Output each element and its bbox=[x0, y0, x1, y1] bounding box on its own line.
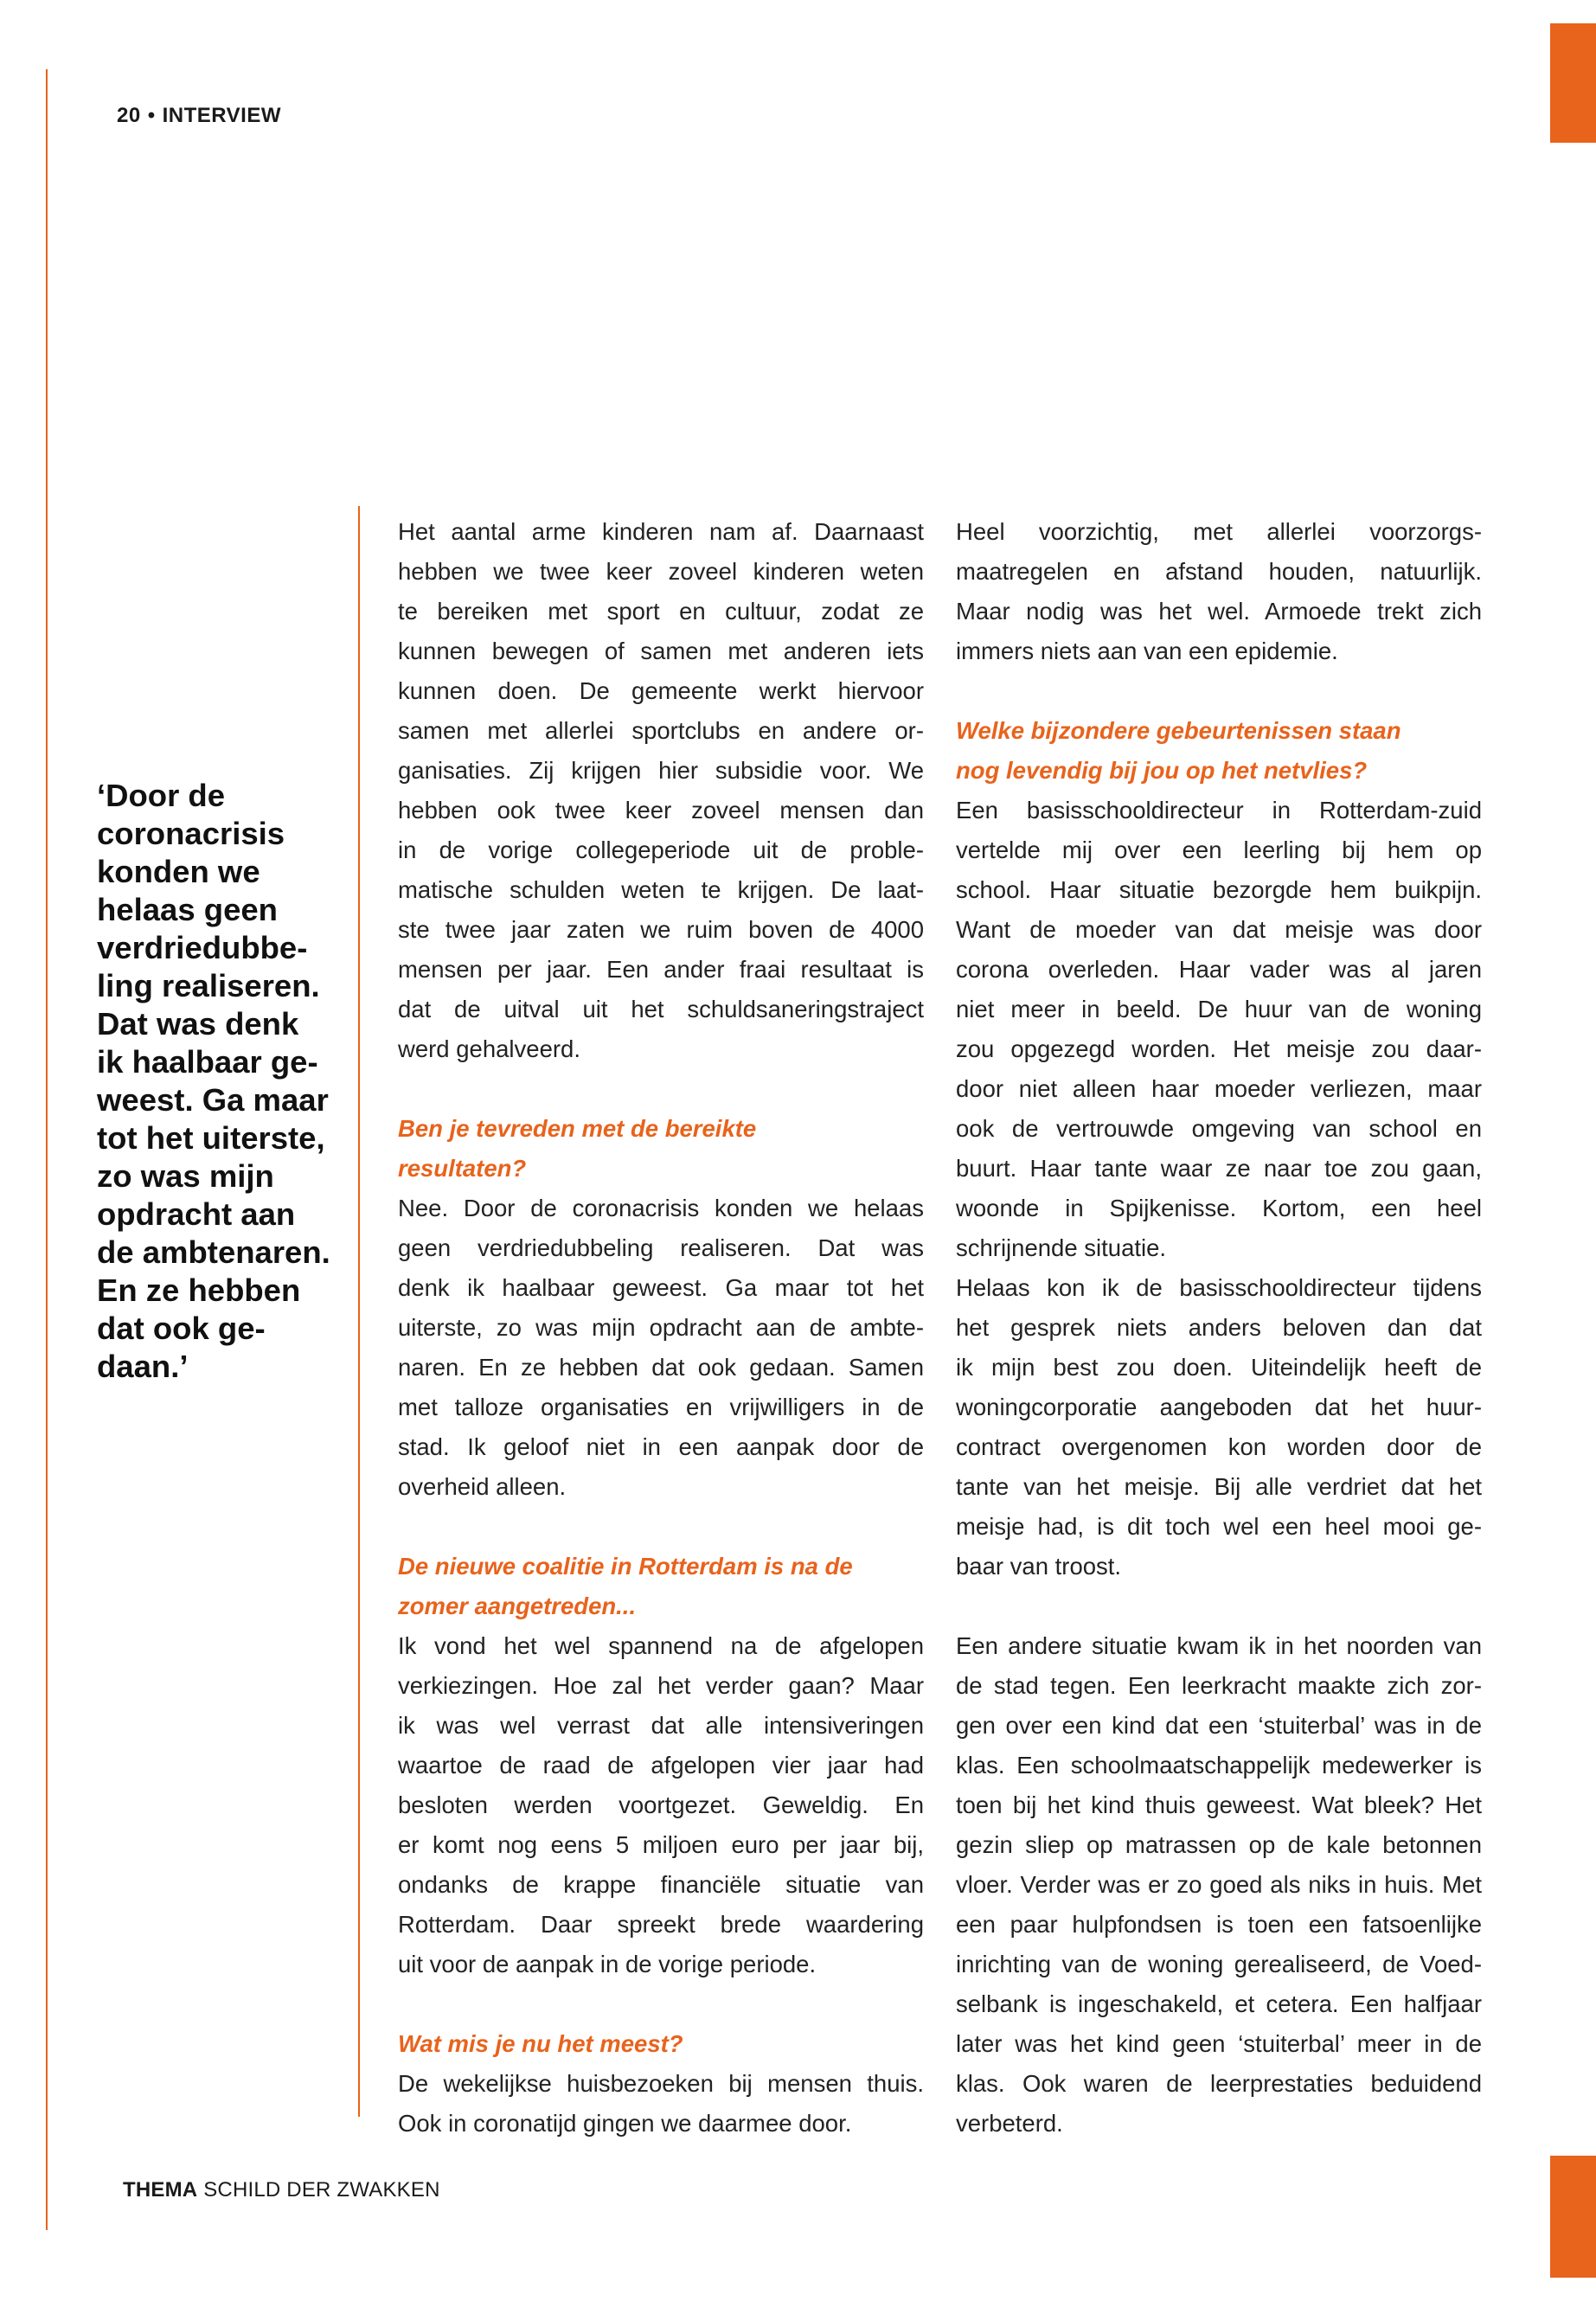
body-text-line: Helaas kon ik de basisschooldirecteur tijdens bbox=[956, 1274, 1482, 1301]
body-text-line: Ook in coronatijd gingen we daarmee door. bbox=[398, 2110, 852, 2137]
interview-question-line: nog levendig bij jou op het netvlies? bbox=[956, 757, 1368, 784]
body-text-line: tante van het meisje. Bij alle verdriet dat het bbox=[956, 1473, 1482, 1500]
body-text-line: geen verdriedubbeling realiseren. Dat was bbox=[398, 1234, 924, 1261]
body-text-line: Een andere situatie kwam ik in het noorden van bbox=[956, 1632, 1482, 1659]
orange-edge-tab-bottom bbox=[1550, 2156, 1596, 2278]
body-text-line: mensen per jaar. Een ander fraai resultaat is bbox=[398, 956, 924, 983]
paragraph-gap bbox=[956, 671, 1482, 711]
body-text-line: kunnen doen. De gemeente werkt hiervoor bbox=[398, 677, 924, 704]
pull-quote-line: coronacrisis bbox=[97, 816, 285, 851]
interview-question-line: Wat mis je nu het meest? bbox=[398, 2030, 683, 2057]
body-text-line: Want de moeder van dat meisje was door bbox=[956, 916, 1482, 943]
body-text-line: Heel voorzichtig, met allerlei voorzorgs- bbox=[956, 518, 1482, 545]
body-text-line: er komt nog eens 5 miljoen euro per jaar bij, bbox=[398, 1831, 924, 1858]
body-text-line: klas. Een schoolmaatschappelijk medewerker is bbox=[956, 1752, 1482, 1779]
body-text-line: met talloze organisaties en vrijwilligers in de bbox=[398, 1394, 924, 1420]
body-text-line: samen met allerlei sportclubs en andere or- bbox=[398, 717, 924, 744]
body-text-line: ook de vertrouwde omgeving van school en bbox=[956, 1115, 1482, 1142]
body-text-line: verkiezingen. Hoe zal het verder gaan? Maar bbox=[398, 1672, 924, 1699]
body-text-line: gezin sliep op matrassen op de kale betonnen bbox=[956, 1831, 1482, 1858]
article-column-left bbox=[398, 512, 924, 2144]
body-text-line: het gesprek niets anders beloven dan dat bbox=[956, 1314, 1482, 1341]
article-column-right bbox=[956, 512, 1482, 2144]
body-text-line: de stad tegen. Een leerkracht maakte zich zor- bbox=[956, 1672, 1482, 1699]
pull-quote-line: daan.’ bbox=[97, 1349, 189, 1384]
paragraph-gap bbox=[398, 1507, 924, 1547]
body-text-line: school. Haar situatie bezorgde hem buikpijn. bbox=[956, 876, 1482, 903]
body-text-line: overheid alleen. bbox=[398, 1473, 567, 1500]
body-text-line: maatregelen en afstand houden, natuurlijk. bbox=[956, 558, 1482, 585]
body-text-line: hebben ook twee keer zoveel mensen dan bbox=[398, 797, 924, 824]
body-text-line: werd gehalveerd. bbox=[398, 1035, 580, 1062]
body-text-line: klas. Ook waren de leerprestaties beduidend bbox=[956, 2070, 1482, 2097]
interview-question-line: zomer aangetreden... bbox=[398, 1593, 637, 1619]
body-text-line: vertelde mij over een leerling bij hem op bbox=[956, 836, 1482, 863]
body-text-line: Nee. Door de coronacrisis konden we helaas bbox=[398, 1195, 924, 1221]
pull-quote-line: ‘Door de bbox=[97, 778, 226, 813]
pull-quote bbox=[97, 777, 348, 1386]
body-text-line: buurt. Haar tante waar ze naar toe zou gaan, bbox=[956, 1155, 1482, 1182]
body-text-line: Ik vond het wel spannend na de afgelopen bbox=[398, 1632, 924, 1659]
body-text-line: te bereiken met sport en cultuur, zodat ze bbox=[398, 598, 924, 625]
body-text-line: verbeterd. bbox=[956, 2110, 1063, 2137]
body-text-line: contract overgenomen kon worden door de bbox=[956, 1433, 1482, 1460]
body-text-line: toen bij het kind thuis geweest. Wat bleek? Het bbox=[956, 1791, 1482, 1818]
body-text-line: vloer. Verder was er zo goed als niks in huis. Met bbox=[956, 1871, 1482, 1898]
body-text-line: later was het kind geen ‘stuiterbal’ meer in de bbox=[956, 2030, 1482, 2057]
body-text-line: kunnen bewegen of samen met anderen iets bbox=[398, 638, 924, 664]
pull-quote-line: ik haalbaar ge- bbox=[97, 1044, 318, 1080]
body-text-line: door niet alleen haar moeder verliezen, maar bbox=[956, 1075, 1482, 1102]
quote-column-rule bbox=[358, 506, 360, 2117]
interview-question-line: De nieuwe coalitie in Rotterdam is na de bbox=[398, 1553, 853, 1580]
body-text-line: een paar hulpfondsen is toen een fatsoenlijke bbox=[956, 1911, 1482, 1938]
body-text-line: denk ik haalbaar geweest. Ga maar tot het bbox=[398, 1274, 924, 1301]
paragraph-gap bbox=[956, 1586, 1482, 1626]
body-text-line: baar van troost. bbox=[956, 1553, 1122, 1580]
orange-edge-tab-top bbox=[1550, 23, 1596, 143]
body-text-line: Een basisschooldirecteur in Rotterdam-zuid bbox=[956, 797, 1482, 824]
body-text-line: niet meer in beeld. De huur van de woning bbox=[956, 996, 1482, 1022]
interview-question-line: Welke bijzondere gebeurtenissen staan bbox=[956, 717, 1401, 744]
interview-question-line: Ben je tevreden met de bereikte bbox=[398, 1115, 757, 1142]
body-text-line: uiterste, zo was mijn opdracht aan de ambte- bbox=[398, 1314, 924, 1341]
pull-quote-line: de ambtenaren. bbox=[97, 1234, 330, 1270]
body-text-line: schrijnende situatie. bbox=[956, 1234, 1167, 1261]
pull-quote-line: verdriedubbe- bbox=[97, 930, 308, 965]
body-text-line: stad. Ik geloof niet in een aanpak door de bbox=[398, 1433, 924, 1460]
body-text-line: matische schulden weten te krijgen. De laat- bbox=[398, 876, 924, 903]
footer-theme-label: THEMA bbox=[123, 2178, 198, 2202]
body-text-line: De wekelijkse huisbezoeken bij mensen thuis. bbox=[398, 2070, 924, 2097]
body-text-line: waartoe de raad de afgelopen vier jaar had bbox=[398, 1752, 924, 1779]
interview-question-line: resultaten? bbox=[398, 1155, 527, 1182]
body-text-line: Het aantal arme kinderen nam af. Daarnaast bbox=[398, 518, 924, 545]
body-text-line: zou opgezegd worden. Het meisje zou daar- bbox=[956, 1035, 1482, 1062]
page-header bbox=[117, 104, 281, 128]
body-text-line: selbank is ingeschakeld, et cetera. Een halfjaar bbox=[956, 1990, 1482, 2017]
body-text-line: ik mijn best zou doen. Uiteindelijk heeft de bbox=[956, 1354, 1482, 1381]
pull-quote-line: En ze hebben bbox=[97, 1272, 301, 1308]
page-footer bbox=[123, 2178, 440, 2202]
section-label: INTERVIEW bbox=[162, 104, 282, 127]
page-number: 20 bbox=[117, 104, 141, 127]
pull-quote-line: zo was mijn bbox=[97, 1158, 274, 1194]
body-text-line: ste twee jaar zaten we ruim boven de 4000 bbox=[398, 916, 924, 943]
body-text-line: besloten werden voortgezet. Geweldig. En bbox=[398, 1791, 924, 1818]
pull-quote-line: helaas geen bbox=[97, 892, 278, 927]
footer-theme-title: SCHILD DER ZWAKKEN bbox=[203, 2178, 440, 2202]
page-margin-rule bbox=[46, 69, 48, 2230]
body-text-line: ganisaties. Zij krijgen hier subsidie voor. We bbox=[398, 757, 924, 784]
pull-quote-line: dat ook ge- bbox=[97, 1311, 266, 1346]
body-text-line: naren. En ze hebben dat ook gedaan. Samen bbox=[398, 1354, 924, 1381]
body-text-line: in de vorige collegeperiode uit de proble- bbox=[398, 836, 924, 863]
body-text-line: dat de uitval uit het schuldsaneringstraject bbox=[398, 996, 924, 1022]
body-text-line: hebben we twee keer zoveel kinderen weten bbox=[398, 558, 924, 585]
pull-quote-line: opdracht aan bbox=[97, 1196, 296, 1232]
pull-quote-line: weest. Ga maar bbox=[97, 1082, 329, 1118]
pull-quote-line: konden we bbox=[97, 854, 260, 889]
body-text-line: woningcorporatie aangeboden dat het huur- bbox=[956, 1394, 1482, 1420]
body-text-line: immers niets aan van een epidemie. bbox=[956, 638, 1338, 664]
pull-quote-line: Dat was denk bbox=[97, 1006, 299, 1042]
paragraph-gap bbox=[398, 1069, 924, 1109]
body-text-line: corona overleden. Haar vader was al jaren bbox=[956, 956, 1482, 983]
paragraph-gap bbox=[398, 1984, 924, 2024]
body-text-line: woonde in Spijkenisse. Kortom, een heel bbox=[956, 1195, 1482, 1221]
body-text-line: Rotterdam. Daar spreekt brede waardering bbox=[398, 1911, 924, 1938]
body-text-line: ondanks de krappe financiële situatie van bbox=[398, 1871, 924, 1898]
pull-quote-line: tot het uiterste, bbox=[97, 1120, 325, 1156]
body-text-line: uit voor de aanpak in de vorige periode. bbox=[398, 1951, 817, 1977]
header-separator: • bbox=[147, 104, 156, 127]
body-text-line: inrichting van de woning gerealiseerd, de Voed- bbox=[956, 1951, 1482, 1977]
body-text-line: gen over een kind dat een ‘stuiterbal’ was in de bbox=[956, 1712, 1482, 1739]
body-text-line: ik was wel verrast dat alle intensiveringen bbox=[398, 1712, 924, 1739]
pull-quote-line: ling realiseren. bbox=[97, 968, 320, 1003]
body-text-line: meisje had, is dit toch wel een heel mooi ge- bbox=[956, 1513, 1482, 1540]
body-text-line: Maar nodig was het wel. Armoede trekt zich bbox=[956, 598, 1482, 625]
